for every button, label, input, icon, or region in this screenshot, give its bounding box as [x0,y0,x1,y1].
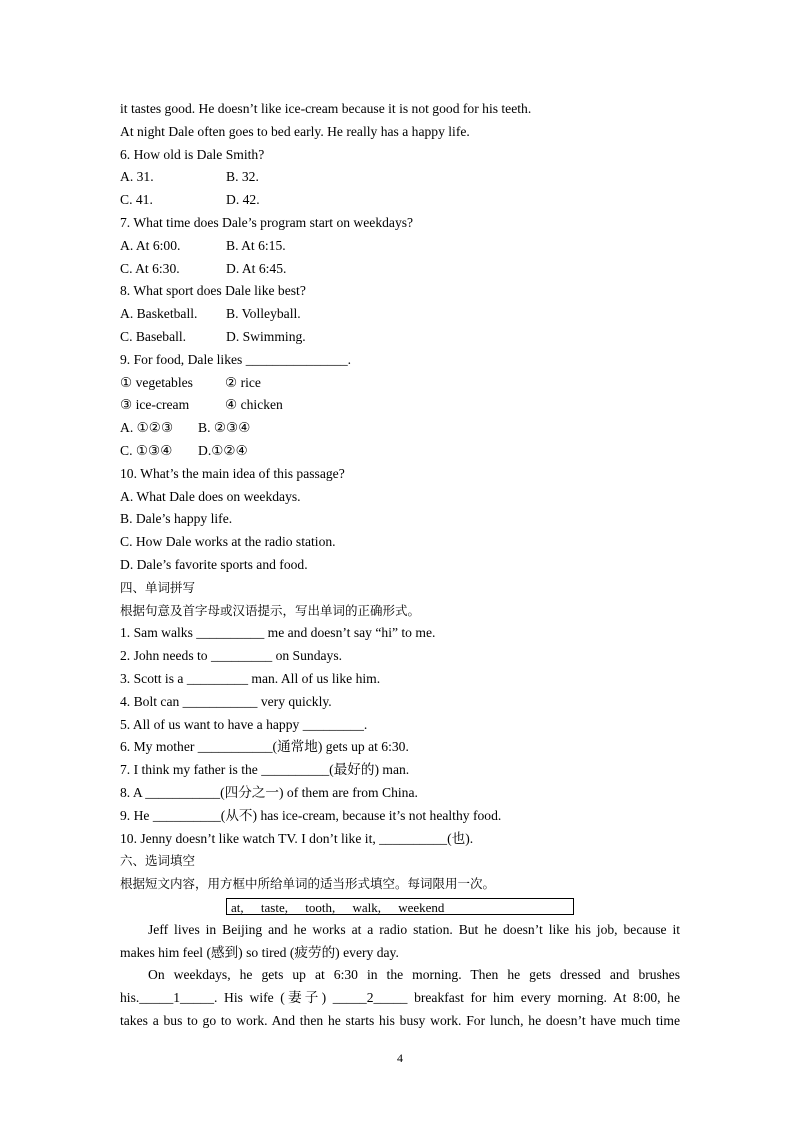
food-item: ① vegetables [120,374,193,390]
option: B. Dale’s happy life. [120,511,233,527]
item-row [120,372,680,395]
option: D.①②④ [198,442,248,458]
option: C. ①③④ [120,442,173,458]
cloze-line: On weekdays, he gets up at 6:30 in the morning. Then he gets dressed and brushes [148,967,680,983]
option: A. Basketball. [120,306,198,322]
spelling-item: 5. All of us want to have a happy _________. [120,716,368,732]
cloze-line: Jeff lives in Beijing and he works at a radio station. But he doesn’t like his job, because it [148,921,680,937]
word-box [226,898,574,915]
page-number: 4 [397,1051,403,1065]
food-item: ④ chicken [225,397,283,413]
option: B. Volleyball. [226,306,301,322]
spelling-item: 10. Jenny doesn’t like watch TV. I don’t like it, __________(也). [120,830,474,846]
cloze-line: makes him feel (感到) so tired (疲劳的) every day. [120,944,399,960]
section-instruction: 根据短文内容，用方框中所给单词的适当形式填空。每词限用一次。 [120,876,496,892]
spelling-item: 2. John needs to _________ on Sundays. [120,648,343,664]
word-box-word: walk, [352,899,381,915]
item-row [120,394,680,417]
option: C. At 6:30. [120,260,180,276]
section-title: 四、单词拼写 [120,579,196,595]
question-stem: 6. How old is Dale Smith? [120,146,265,162]
spelling-item: 1. Sam walks __________ me and doesn’t say “hi” to me. [120,625,436,641]
option: A. What Dale does on weekdays. [120,488,301,504]
option: A. At 6:00. [120,237,181,253]
food-item: ② rice [225,374,261,390]
option: C. 41. [120,192,153,208]
option: D. Dale’s favorite sports and food. [120,556,308,572]
option: A. ①②③ [120,420,174,436]
section-title: 六、选词填空 [120,853,196,869]
section-instruction: 根据句意及首字母或汉语提示，写出单词的正确形式。 [120,602,421,618]
option-row [120,235,680,258]
spelling-item: 6. My mother ___________(通常地) gets up at 6:30. [120,739,409,755]
spelling-item: 9. He __________(从不) has ice-cream, because it’s not healthy food. [120,807,502,823]
option-row [120,417,680,440]
cloze-line: takes a bus to go to work. And then he starts his busy work. For lunch, he doesn’t have much time [120,1013,680,1029]
option: B. 32. [226,169,259,185]
food-item: ③ ice-cream [120,397,190,413]
content-column [120,98,680,1033]
option: A. 31. [120,169,154,185]
option: B. At 6:15. [226,237,286,253]
question-stem: 7. What time does Dale’s program start on weekdays? [120,214,414,230]
spelling-item: 7. I think my father is the __________(最好的) man. [120,762,410,778]
question-stem: 9. For food, Dale likes _______________. [120,351,352,367]
option-row [120,303,680,326]
option: C. Baseball. [120,328,187,344]
passage-line: it tastes good. He doesn’t like ice-cream because it is not good for his teeth. [120,101,532,116]
option: B. ②③④ [198,420,251,436]
option-row [120,166,680,189]
option-row [120,189,680,212]
passage-line: At night Dale often goes to bed early. He really has a happy life. [120,123,470,139]
question-stem: 8. What sport does Dale like best? [120,283,306,299]
cloze-line: his._____1_____. His wife (妻子) _____2_____ breakfast for him every morning. At 8:00, he [120,990,680,1006]
word-box-word: tooth, [305,899,336,915]
word-box-word: at, [231,899,244,915]
word-box-word: weekend [398,899,445,915]
spelling-item: 8. A ___________(四分之一) of them are from China. [120,784,418,800]
option-row [120,258,680,281]
spelling-item: 4. Bolt can ___________ very quickly. [120,693,332,709]
option-row [120,326,680,349]
question-stem: 10. What’s the main idea of this passage? [120,465,345,481]
option-row [120,440,680,463]
option: D. 42. [226,192,260,208]
option: D. At 6:45. [226,260,287,276]
word-box-word: taste, [260,899,288,915]
option: D. Swimming. [226,328,306,344]
option: C. How Dale works at the radio station. [120,534,336,550]
spelling-item: 3. Scott is a _________ man. All of us like him. [120,670,381,686]
